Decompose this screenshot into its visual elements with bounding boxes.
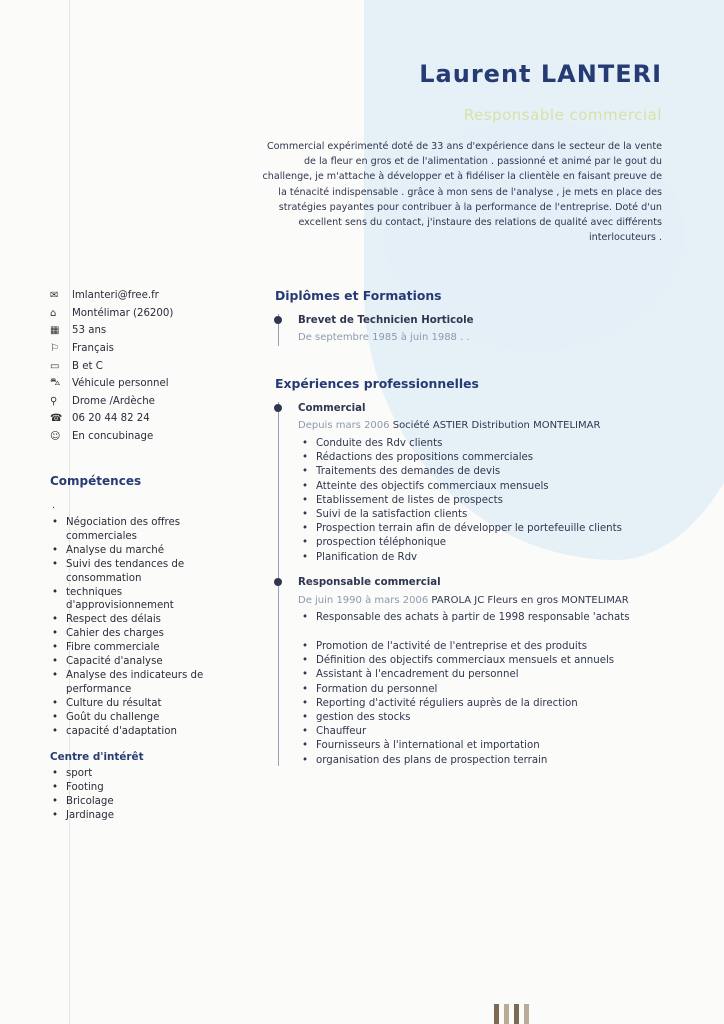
list-item: • Assistant à l'encadrement du personnel xyxy=(300,668,660,682)
people-icon: ☺ xyxy=(50,431,61,443)
car-icon: ⛍ xyxy=(50,377,61,389)
list-item: • Analyse des indicateurs de performance xyxy=(52,669,227,697)
contact-vehicle: ⛍ Véhicule personnel xyxy=(50,377,169,390)
interests-list xyxy=(52,767,227,823)
list-item: • Etablissement de listes de prospects xyxy=(300,494,660,508)
list-item: • Cahier des charges xyxy=(52,627,227,641)
list-item: • Bricolage xyxy=(52,795,227,809)
job-title: Commercial xyxy=(298,403,366,414)
list-item: • Planification de Rdv xyxy=(300,551,660,565)
skills-heading: Compétences xyxy=(50,474,142,488)
map-pin-icon: ⚲ xyxy=(50,395,58,407)
list-item: • Formation du personnel xyxy=(300,683,660,697)
interests-heading: Centre d'intérêt xyxy=(50,751,144,763)
list-item: • gestion des stocks xyxy=(300,711,660,725)
list-item: • Prospection terrain afin de développer le portefeuille clients xyxy=(300,522,660,536)
job-meta: De juin 1990 à mars 2006 PAROLA JC Fleurs en gros MONTELIMAR xyxy=(298,595,629,606)
list-item: • Atteinte des objectifs commerciaux mensuels xyxy=(300,480,660,494)
calendar-icon: ▦ xyxy=(50,325,60,337)
education-title: Brevet de Technicien Horticole xyxy=(298,315,474,326)
contact-age: ▦ 53 ans xyxy=(50,325,107,337)
contact-license: ▭ B et C xyxy=(50,360,103,372)
list-item: • organisation des plans de prospection terrain xyxy=(300,754,660,768)
list-item: • Promotion de l'activité de l'entreprise et des produits xyxy=(300,640,660,654)
job-tasks-list xyxy=(300,437,660,565)
list-item: • Suivi des tendances de consommation xyxy=(52,558,227,586)
flag-icon: ⚐ xyxy=(50,343,59,355)
contact-city: ⌂ Montélimar (26200) xyxy=(50,307,174,319)
education-heading: Diplômes et Formations xyxy=(275,288,442,303)
scan-artifact-line xyxy=(69,0,70,1024)
list-item: • Respect des délais xyxy=(52,613,227,627)
list-item: • Conduite des Rdv clients xyxy=(300,437,660,451)
list-item: • Chauffeur xyxy=(300,725,660,739)
home-icon: ⌂ xyxy=(50,307,57,319)
list-item: • Goût du challenge xyxy=(52,711,227,725)
list-item: • Suivi de la satisfaction clients xyxy=(300,508,660,522)
contact-region: ⚲ Drome /Ardèche xyxy=(50,395,155,407)
job-meta: Depuis mars 2006 Société ASTIER Distribution MONTELIMAR xyxy=(298,420,601,431)
scan-artifact-bars xyxy=(494,1004,534,1024)
list-item: • Rédactions des propositions commerciales xyxy=(300,451,660,465)
list-item: • Capacité d'analyse xyxy=(52,655,227,669)
list-item: • Reporting d'activité réguliers auprès de la direction xyxy=(300,697,660,711)
contact-nationality: ⚐ Français xyxy=(50,343,114,355)
list-item: • Traitements des demandes de devis xyxy=(300,465,660,479)
list-item: • capacité d'adaptation xyxy=(52,725,227,739)
contact-email: ✉ lmlanteri@free.fr xyxy=(50,290,159,302)
list-item: • Définition des objectifs commerciaux mensuels et annuels xyxy=(300,654,660,668)
experience-heading: Expériences professionnelles xyxy=(275,376,479,391)
list-item: • Fournisseurs à l'international et importation xyxy=(300,739,660,753)
list-item: • prospection téléphonique xyxy=(300,536,660,550)
list-item: • Responsable des achats à partir de 1998 responsable 'achats xyxy=(300,611,660,625)
profile-summary: Commercial expérimenté doté de 33 ans d'expérience dans le secteur de la vente de la fleur en gros et de l'alimentation . passionné et animé par le gout du challenge, je m'attache à développer et à fidéliser la clientèle en faisant preuve de la ténacité indispensable . grâce à mon sens de l'analyse , je mets en place des stratégies payantes pour contribuer à la performance de l'entreprise. Doté d'un excellent sens du contact, j'instaure des relations de qualité avec différents interlocuteurs . xyxy=(262,141,662,244)
stray-dot: . xyxy=(52,500,56,511)
contact-list xyxy=(50,287,250,445)
education-date: De septembre 1985 à juin 1988 . . xyxy=(298,332,470,343)
list-item: • Jardinage xyxy=(52,809,227,823)
candidate-name: Laurent LANTERI xyxy=(419,60,662,88)
contact-family: ☺ En concubinage xyxy=(50,431,154,443)
contact-phone: ☎ 06 20 44 82 24 xyxy=(50,413,150,425)
phone-icon: ☎ xyxy=(50,413,63,425)
job-title: Responsable commercial xyxy=(298,577,441,588)
list-item: • Négociation des offres commerciales xyxy=(52,516,227,544)
job-tasks-list xyxy=(300,611,660,625)
skills-list xyxy=(52,516,227,739)
candidate-title: Responsable commercial xyxy=(463,106,662,124)
timeline-dot xyxy=(274,404,282,412)
id-card-icon: ▭ xyxy=(50,360,60,372)
timeline-dot xyxy=(274,316,282,324)
list-item: • techniques d'approvisionnement xyxy=(52,586,227,614)
list-item: • sport xyxy=(52,767,227,781)
list-item: • Culture du résultat xyxy=(52,697,227,711)
list-item: • Footing xyxy=(52,781,227,795)
envelope-icon: ✉ xyxy=(50,290,59,302)
job-tasks-list xyxy=(300,640,660,768)
timeline-dot xyxy=(274,578,282,586)
list-item: • Analyse du marché xyxy=(52,544,227,558)
list-item: • Fibre commerciale xyxy=(52,641,227,655)
